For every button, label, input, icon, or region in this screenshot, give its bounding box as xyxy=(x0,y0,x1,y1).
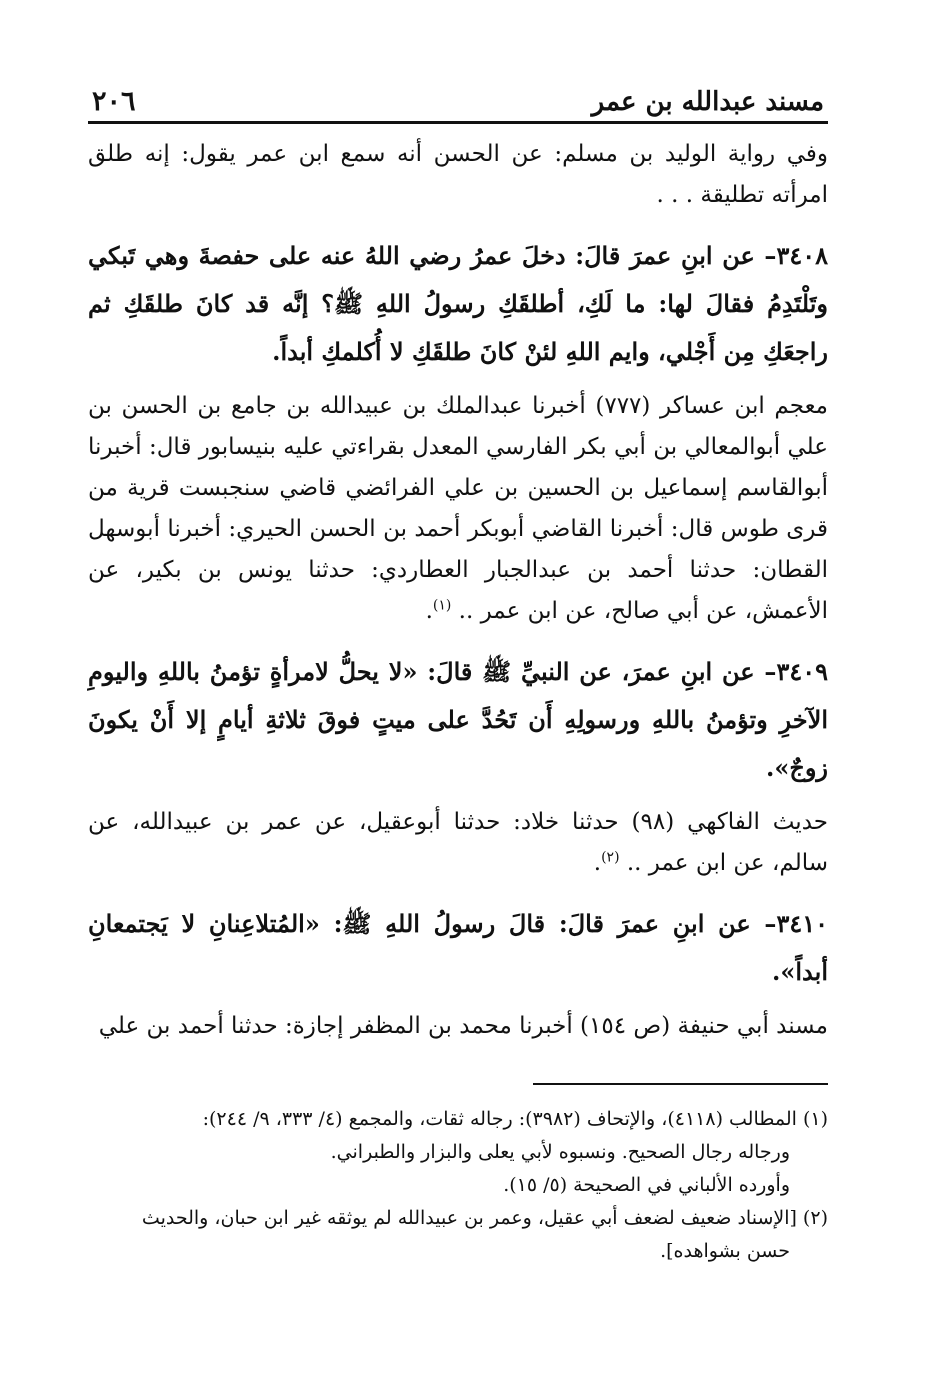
footnote-1-line-1: (١) المطالب (٤١١٨)، والإتحاف (٣٩٨٢): رجاله ثقات، والمجمع (٤/ ٣٣٣، ٩/ ٢٤٤): xyxy=(202,1108,828,1130)
footnote-2-line-1: (٢) [الإسناد ضعيف لضعف أبي عقيل، وعمر بن عبيدالله لم يوثقه غير ابن حبان، والحديث xyxy=(141,1207,828,1229)
source-3409: حديث الفاكهي (٩٨) حدثنا خلاد: حدثنا أبوعقيل، عن عمر بن عبيدالله، عن سالم، عن ابن عمر .. $^{(٢)}$. xyxy=(88,809,829,876)
narration-note: وفي رواية الوليد بن مسلم: عن الحسن أنه سمع ابن عمر يقول: إنه طلق امرأته تطليقة . . . xyxy=(88,141,828,208)
footnote-ref-1[interactable]: (١) xyxy=(432,597,452,614)
footnote-divider xyxy=(533,1083,828,1085)
footnote-1-line-2: ورجاله رجال الصحيح. ونسبوه لأبي يعلى والبزار والطبراني. xyxy=(330,1141,790,1163)
hadith-3408: ٣٤٠٨– عن ابنِ عمرَ قالَ: دخلَ عمرُ رضي اللهُ عنه على حفصةَ وهي تَبكي وتَلْتَدِمُ فقالَ لها: ما لَكِ، أطلقَكِ رسولُ اللهِ ﷺ؟ إنَّه قد كانَ طلقَكِ ثم راجعَكِ مِن أَجْلي، وايم اللهِ لئنْ كانَ طلقَكِ لا أُكلمكِ أبداً. xyxy=(88,241,828,366)
footnote-1-line-3: وأورده الألباني في الصحيحة (٥/ ١٥). xyxy=(503,1174,790,1196)
hadith-3409: ٣٤٠٩– عن ابنِ عمرَ، عن النبيِّ ﷺ قالَ: «لا يحلُّ لامرأةٍ تؤمنُ باللهِ واليومِ الآخرِ وتؤمنُ باللهِ ورسولِهِ أَن تَحُدَّ على ميتٍ فوقَ ثلاثةِ أيامٍ إلا أَنْ يكونَ زوجٌ». xyxy=(88,657,828,782)
source-3408: معجم ابن عساكر (٧٧٧) أخبرنا عبدالملك بن عبيدالله بن جامع بن الحسن بن علي أبوالمعالي بن أبي بكر الفارسي المعدل بقراءتي عليه بنيسابور قال: أخبرنا أبوالقاسم إسماعيل بن الحسين بن علي الفرائضي قاضي سنجبست قرية من قرى طوس قال: أخبرنا القاضي أبوبكر أحمد بن الحسن الحيري: أخبرنا أبوسهل القطان: حدثنا أحمد بن عبدالجبار العطاردي: حدثنا يونس بن بكير، عن الأعمش، عن أبي صالح، عن ابن عمر .. $^{(١)}$. xyxy=(88,393,828,624)
book-title: مسند عبدالله بن عمر xyxy=(591,87,824,117)
page-number: ٢٠٦ xyxy=(92,86,136,117)
running-header xyxy=(88,80,828,124)
footnote-ref-2[interactable]: (٢) xyxy=(601,849,620,866)
source-3409-text: حديث الفاكهي (٩٨) حدثنا خلاد: حدثنا أبوعقيل، عن عمر بن عبيدالله، عن سالم، عن ابن عمر .. xyxy=(88,809,829,876)
footnote-2-line-2: حسن بشواهده]. xyxy=(660,1240,790,1262)
source-3408-text: معجم ابن عساكر (٧٧٧) أخبرنا عبدالملك بن عبيدالله بن جامع بن الحسن بن علي أبوالمعالي بن أبي بكر الفارسي المعدل بقراءتي عليه بنيسابور قال: أخبرنا أبوالقاسم إسماعيل بن الحسين بن علي الفرائضي قاضي سنجبست قرية من قرى طوس قال: أخبرنا القاضي أبوبكر أحمد بن الحسن الحيري: أخبرنا أبوسهل القطان: حدثنا أحمد بن عبدالجبار العطاردي: حدثنا يونس بن بكير، عن الأعمش، عن أبي صالح، عن ابن عمر .. xyxy=(88,393,828,624)
document-page xyxy=(88,80,828,1320)
hadith-3410: ٣٤١٠– عن ابنِ عمرَ قالَ: قالَ رسولُ اللهِ ﷺ: «المُتلاعِنانِ لا يَجتمعانِ أبداً». xyxy=(88,909,828,986)
source-3410: مسند أبي حنيفة (ص ١٥٤) أخبرنا محمد بن المظفر إجازة: حدثنا أحمد بن علي xyxy=(98,1013,828,1039)
